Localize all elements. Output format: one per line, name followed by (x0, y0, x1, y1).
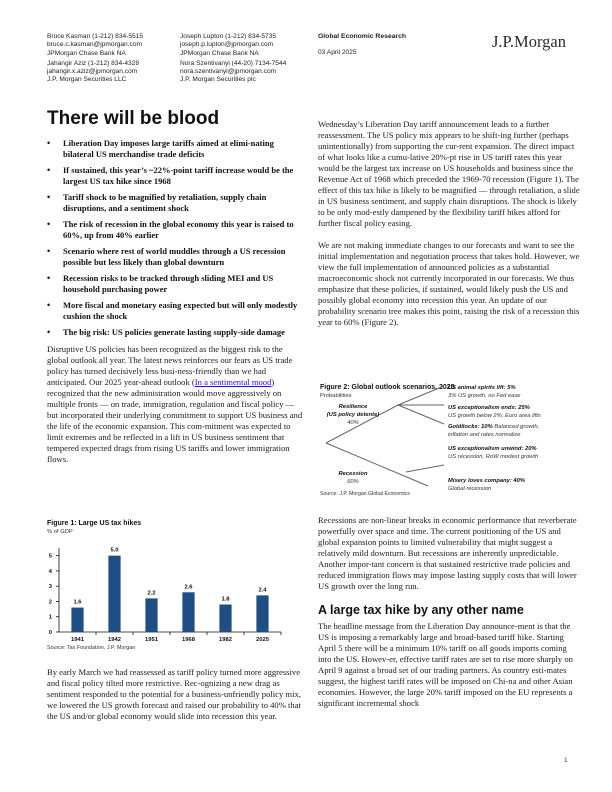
intro-text-a: Disruptive US policies has been recognized as the biggest risk to the global outlook all year. The latest news reinforces our fears as US trade policy has turned decisively less busi-ness-friendly than we had anticipated. Our 2025 year-ahead outlook ( (47, 344, 293, 387)
publication-date: 03 April 2025 (318, 49, 357, 57)
bar-value-label: 1.8 (221, 596, 230, 603)
figure-1-source: Source: Tax Foundation, J.P. Morgan (47, 645, 136, 651)
y-tick-label: 4 (48, 568, 52, 575)
author-jahangir-aziz (47, 60, 143, 85)
bar-chart-svg (47, 540, 287, 645)
author-name-phone: Jahangir Aziz (1-212) 834-4328 (47, 59, 140, 67)
x-tick-label: 1941 (71, 637, 84, 643)
bar-1968 (182, 592, 194, 632)
outcome-animal-spirits-desc: 3% US growth, no Fed ease (448, 393, 521, 399)
y-tick-label: 3 (48, 584, 52, 591)
key-points-list (47, 138, 305, 338)
in-a-sentimental-mood-link[interactable]: In a sentimental mood (194, 377, 272, 387)
liberation-day-paragraph: Wednesday’s Liberation Day tariff announcement leads to a further reassessment. The US policy mix appears to be shift-ing further (perhaps unintentionally) from supporting the cur-rent expansion. The direct impact of what looks like a cumu-lative 20%-pt rise in US tariff rates this year would be the largest tax increase on US households and business since the Revenue Act of 1968 which preceded the 1969-70 recession (Figure 1). The effect of this tax hike is likely to be magnified — through retaliation, a slide in US business sentiment, and supply chain disruptions. The shock is likely to be only mod-estly dampened by the flexibility tariff hikes afford for further fiscal policy easing. (318, 119, 580, 228)
figure-2-subtitle: Probabilities (320, 393, 352, 399)
bar-value-label: 2.2 (147, 590, 156, 597)
y-tick-label: 1 (48, 614, 52, 621)
x-tick-label: 2025 (256, 637, 269, 643)
recession-prob: 60% (347, 479, 359, 485)
outcome-goldilocks: Goldilocks: 10% (448, 424, 493, 430)
author-entity: J.P. Morgan Securities plc (180, 76, 256, 84)
bar-1982 (219, 605, 231, 632)
author-name-phone: Joseph Lupton (1-212) 834-5735 (180, 33, 277, 40)
page-number: 1 (564, 757, 568, 764)
key-point: • The risk of recession in the global economy this year is raised to 60%, up from 40% earlier (47, 219, 305, 241)
recession-label: Recession (338, 471, 368, 477)
figure-2-source: Source: J.P. Morgan Global Economics (320, 491, 410, 497)
author-name-phone: Bruce Kasman (1-212) 834-5515 (47, 33, 144, 40)
x-tick-label: 1942 (108, 637, 121, 643)
publication-name: Global Economic Research (318, 33, 407, 40)
y-tick-label: 5 (48, 553, 52, 560)
figure-1-title: Figure 1: Large US tax hikes (47, 520, 142, 527)
bar-value-label: 1.6 (73, 599, 82, 606)
key-point: • Tariff shock to be magnified by retaliation, supply chain disruptions, and a sentiment shock (47, 192, 305, 214)
figure-1-unit: % of GDP (47, 529, 73, 535)
outcome-goldilocks-inline: Balanced growth, (492, 424, 540, 430)
forecast-paragraph: We are not making immediate changes to our forecasts and want to see the initial implementation and negotiation process that takes hold. However, we view the full implementation of announced policies as a substantial macroeconomic shock not currently incorporated in our forecasts. We thus emphasize that these policies, if sustained, would likely push the US and possibly global economy into recession this year. An update of our probability scenario tree makes this point, raising the risk of a recession this year to 60% (Figure 2). (318, 240, 580, 327)
x-tick-label: 1982 (219, 637, 232, 643)
outcome-exceptionalism-unwind-desc: US recession, RoW modest growth (448, 454, 539, 460)
page-title: There will be blood (47, 108, 220, 129)
left-column-lower (47, 667, 305, 722)
key-point: • Liberation Day imposes large tariffs aimed at elimi-nating bilateral US merchandise trade deficits (47, 138, 305, 160)
key-point: • The big risk: US policies generate lasting supply-side damage (47, 327, 305, 338)
scenario-tree-svg (318, 380, 580, 500)
recession-nature-paragraph: Recessions are non-linear breaks in economic performance that reverberate powerfully over space and time. The current positioning of the US and global expansion points to limited vulnerability that might suggest a relatively mild downturn. But recessions are inherently unpredictable. Another impor-tant concern is that sustained restrictive trade policies and reduced immigration flows may impose lasting supply costs that will lower US growth over the long run. (318, 515, 577, 591)
outcome-misery: Misery loves company: 40% (448, 478, 526, 484)
bar-1942 (108, 556, 120, 632)
author-nora-szentivanyi (180, 60, 286, 85)
author-email[interactable]: joseph.p.lupton@jpmorgan.com (180, 41, 274, 49)
author-email[interactable]: nora.szentivanyi@jpmorgan.com (180, 68, 277, 76)
resilience-label: Resilience (338, 404, 368, 410)
bar-value-label: 5.0 (110, 547, 119, 554)
figure-2 (318, 380, 580, 500)
key-point: • If sustained, this year’s ~22%-point tariff increase would be the largest US tax hike since 1968 (47, 165, 305, 187)
outcome-animal-spirits: US animal spirits lift: 5% (448, 385, 516, 391)
author-entity: JPMorgan Chase Bank NA (180, 49, 259, 57)
reassessment-paragraph: By early March we had reassessed as tariff policy turned more aggressive and fiscal policy tilted more restrictive. Rec-ognizing a new drag as sentiment responded to the potential for a business-unfriendly policy mix, we lowered the US growth forecast and raised our probability to 40% that the US and/or global economy would slide into recession this year. (47, 667, 301, 721)
outcome-misery-desc: Global recession (448, 486, 492, 492)
x-tick-label: 1968 (182, 637, 195, 643)
publication-info (318, 33, 406, 58)
y-tick-label: 0 (48, 630, 52, 636)
author-email[interactable]: bruce.c.kasman@jpmorgan.com (47, 41, 143, 49)
figure-1 (47, 520, 287, 655)
intro-paragraph (47, 344, 305, 465)
bar-1951 (145, 598, 157, 632)
bar-value-label: 2.4 (258, 587, 267, 594)
author-name-phone: Nora Szentivanyi (44-20) 7134-7544 (180, 59, 287, 67)
figure-2-title: Figure 2: Global outlook scenarios, 2025 (320, 384, 455, 391)
bar-value-label: 2.6 (184, 584, 193, 591)
tax-hike-paragraph: The headline message from the Liberation Day announce-ment is that the US is imposing a remarkably large and broad-based tariff hike. Starting April 5 there will be a minimum 10% tariff on all goods imports coming into the US. Howev-er, effective tariff rates are set to rise more sharply on April 9 against a broad set of our trading partners. As country esti-mates suggest, the highest tariff rates will be imposed on Chi-na and other Asian economies. However, the large 20% tariff imposed on the EU represents a significant incremental shock (318, 621, 573, 708)
author-joseph-lupton (180, 33, 286, 58)
outcome-exceptionalism-unwind: US exceptionalism unwind: 20% (448, 446, 537, 452)
outcome-goldilocks-desc: inflation and rates normalize (448, 432, 521, 438)
key-point: • Recession risks to be tracked through sliding MEI and US household purchasing power (47, 273, 305, 295)
outcome-goldilocks-line (448, 424, 539, 430)
x-tick-label: 1951 (145, 637, 158, 643)
key-point: • Scenario where rest of world muddles through a US recession possible but less likely than global downturn (47, 246, 305, 268)
right-column-upper (318, 119, 580, 328)
resilience-prob: 40% (347, 420, 359, 426)
author-block-left (47, 33, 143, 87)
outcome-exceptionalism-ends-desc: US growth below 2%; Euro area lifts (448, 413, 541, 419)
section-heading-tax-hike: A large tax hike by any other name (318, 603, 524, 617)
bar-1941 (71, 608, 83, 632)
author-block-right (180, 33, 286, 87)
author-entity: JPMorgan Chase Bank NA (47, 49, 126, 57)
intro-text-b: ) recognized that the new administration would move aggressively on multiple fronts — on trade, immigration, regulation and fiscal policy — but incorporated their underlying commitment to support US business and the life of the economic expansion. This com-mitment was expected to limit extremes and be reflected in a lift in US business sentiment that tempered expected drags from rising US tariffs and lower immigration flows. (47, 377, 303, 464)
jpmorgan-logo: J.P.Morgan (492, 32, 566, 51)
author-entity: J.P. Morgan Securities LLC (47, 76, 127, 84)
author-email[interactable]: jahangir.x.aziz@jpmorgan.com (47, 68, 138, 76)
outcome-exceptionalism-ends: US exceptionalism ends: 25% (448, 405, 530, 411)
author-bruce-kasman (47, 33, 143, 58)
resilience-sublabel: (US policy detente) (326, 412, 380, 418)
tax-hikes-bar-chart (47, 540, 287, 645)
left-column (47, 108, 305, 465)
right-column-lower (318, 515, 580, 709)
key-point: • More fiscal and monetary easing expected but will only modestly cushion the shock (47, 300, 305, 322)
y-tick-label: 2 (48, 599, 52, 606)
bar-2025 (256, 595, 268, 632)
